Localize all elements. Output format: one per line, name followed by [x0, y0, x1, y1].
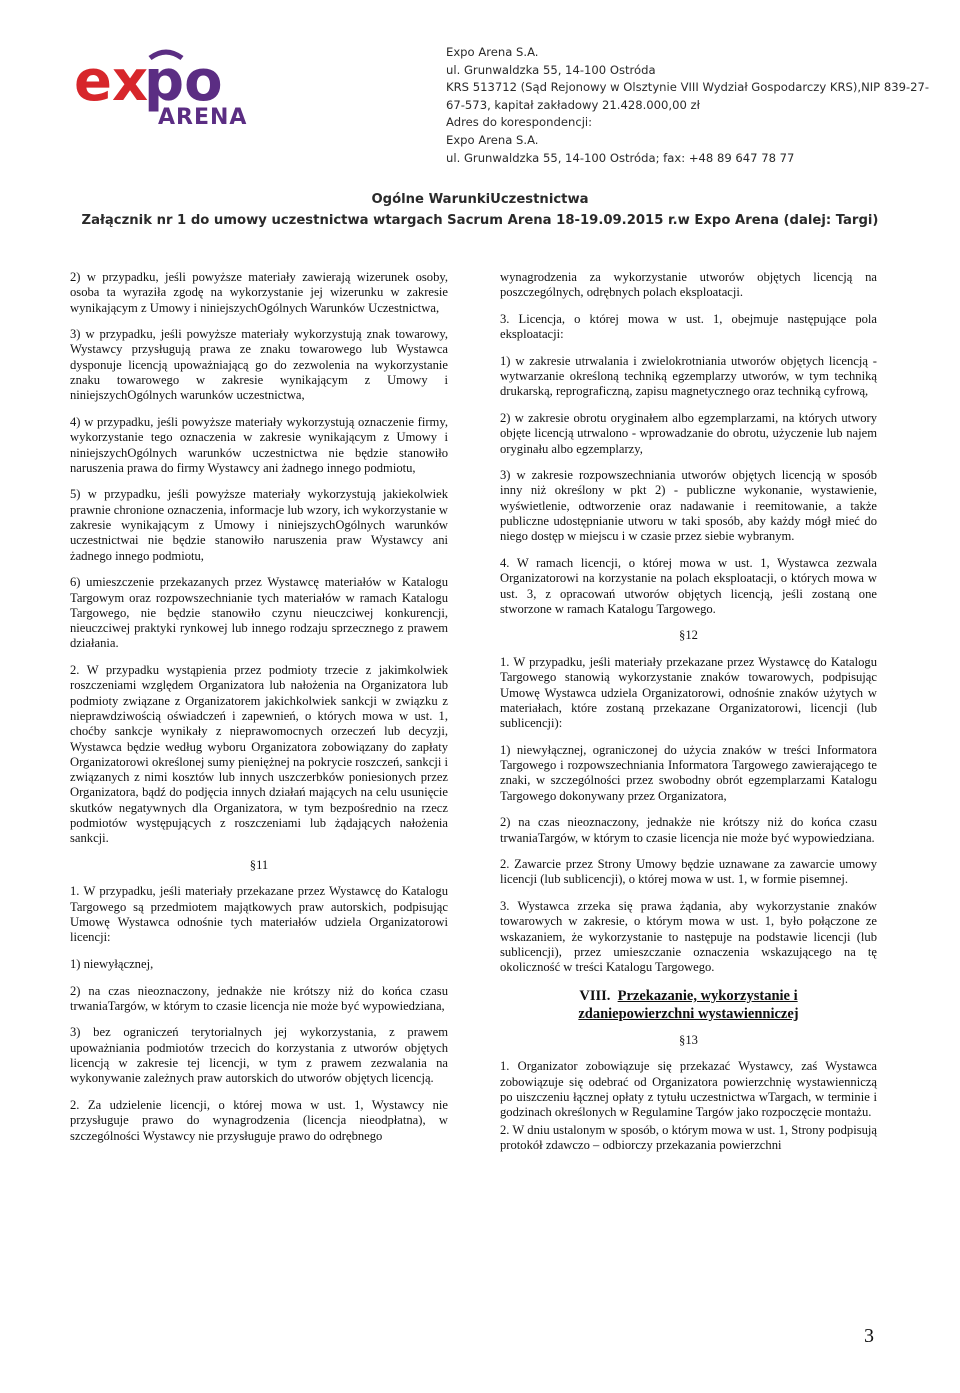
- paragraph: 1. W przypadku, jeśli materiały przekazane przez Wystawcę do Katalogu Targowego stanowią wykorzystanie znaków towarowych, podpisując Umowę Wystawca udziela Organizatorowi, odnośnie znaków użytych w materiałach, które zostaną przekazane Organizatorowi, licencji (lub sublicencji):: [500, 655, 877, 731]
- company-line: KRS 513712 (Sąd Rejonowy w Olsztynie VIII Wydział Gospodarczy KRS),NIP 839-27-: [446, 80, 930, 95]
- paragraph: 2) w zakresie obrotu oryginałem albo egzemplarzami, na których utwory objęte licencją utrwalono - wprowadzanie do obrotu, użyczenie lub najem oryginału albo egzemplarzy,: [500, 410, 877, 456]
- document-title: Ogólne WarunkiUczestnictwa: [371, 192, 589, 207]
- company-line: 67-573, kapitał zakładowy 21.428.000,00 zł: [446, 97, 700, 112]
- paragraph: 6) umieszczenie przekazanych przez Wystawcę materiałów w Katalogu Targowym oraz rozpowszechnianie tych materiałów w ramach Katalogu Targowego, nie będzie stanowiło czynu nieuczciwej konkurencji, nieuczciwej praktyki rynkowej lub innego rodzaju sprzecznego z prawem działania.: [70, 575, 448, 651]
- paragraph: 3) bez ograniczeń terytorialnych jej wykorzystania, z prawem upoważniania podmiotów trzecich do korzystania z utworów objętych licencją w zakresie tej licencji, w tym z prawem zezwalania na wykonywanie zależnych praw autorskich do utworów objętych licencją.: [70, 1025, 448, 1086]
- company-line: Adres do korespondencji:: [446, 115, 593, 130]
- document-subtitle: Załącznik nr 1 do umowy uczestnictwa wtargach Sacrum Arena 18-19.09.2015 r.w Expo Arena (dalej: Targi): [81, 213, 879, 228]
- paragraph: 1) w zakresie utrwalania i zwielokrotniania utworów objętych licencją - wytwarzanie określoną techniką egzemplarzy utworów, w tym techniką drukarską, reprograficzną, zapisu magnetycznego oraz techniką cyfrową,: [500, 353, 877, 399]
- company-line: ul. Grunwaldzka 55, 14-100 Ostróda; fax: +48 89 647 78 77: [446, 150, 795, 165]
- page-number: 3: [864, 1325, 874, 1347]
- expo-arena-logo: [70, 38, 270, 138]
- paragraph-symbol: §11: [249, 857, 269, 872]
- section-heading: [500, 987, 877, 1023]
- paragraph: wynagrodzenia za wykorzystanie utworów objętych licencją na poszczególnych, odrębnych polach eksploatacji.: [500, 270, 877, 300]
- paragraph: 1) niewyłącznej,: [70, 956, 154, 971]
- paragraph: 2) na czas nieoznaczony, jednakże nie krótszy niż do końca czasu trwaniaTargów, w którym to czasie licencja nie może być wypowiedziana,: [70, 983, 448, 1013]
- section-title-line1: Przekazanie, wykorzystanie i: [617, 987, 798, 1004]
- right-column: [500, 270, 877, 1165]
- paragraph: 1. W przypadku, jeśli materiały przekazane przez Wystawcę do Katalogu Targowego są przedmiotem majątkowych praw autorskich, podpisując Umowę Wystawca odnośnie tych materiałów udziela Organizatorowi licencji:: [70, 884, 448, 945]
- paragraph: 3. Wystawca zrzeka się prawa żądania, aby wykorzystanie znaków towarowych w zakresie, o którym mowa w ust. 1, było połączone ze wskazaniem, że wykorzystanie to następuje na podstawie licencji (lub sublicencji), przez umieszczanie oznaczenia wskazującego na tę okoliczność w treści Katalogu Targowego.: [500, 899, 877, 975]
- paragraph: 3) w zakresie rozpowszechniania utworów objętych licencją w sposób inny niż określony w pkt 2) - publiczne wykonanie, wystawienie, wyświetlenie, odtworzenie oraz nadawanie i reemitowanie, a także publiczne udostępnianie utworu w taki sposób, aby każdy mógł mieć do niego dostęp w miejscu i w czasie przez siebie wybranym.: [500, 468, 877, 544]
- svg-text:ARENA: ARENA: [158, 105, 248, 130]
- paragraph: 2. W przypadku wystąpienia przez podmioty trzecie z jakimkolwiek roszczeniami względem Organizatora lub nałożenia na Organizatora lub podmioty związane z Organizatorem jakichkolwiek sankcji w związku z nieprawdziwością oświadczeń i zapewnień, o których mowa w ust. 1, choćby sankcje wynikały z nieprawomocnych orzeczeń lub decyzji, Wystawca będzie według wyboru Organizatora zobowiązany do zapłaty Organizatorowi określonej sumy pieniężnej na pokrycie roszczeń, sankcji i związanych z nimi kosztów lub innych uszczerbków poniesionych przez Organizatora, bądź do podjęcia innych działań mających na celu usunięcie skutków negatywnych dla Organizatora, w tym bezpośrednio na rzecz podmiotów występujących z roszczeniami lub żądających nałożenia sankcji.: [70, 663, 448, 846]
- company-line: Expo Arena S.A.: [446, 45, 539, 59]
- paragraph: 2. Za udzielenie licencji, o której mowa w ust. 1, Wystawcy nie przysługuje prawo do wynagrodzenia (licencja nieodpłatna), w szczególności Wystawcy nie przysługuje prawo do odrębnego: [70, 1097, 448, 1143]
- company-header: [446, 44, 936, 167]
- section-number: VIII.: [579, 987, 611, 1004]
- paragraph-symbol: §12: [679, 628, 698, 643]
- company-line: Expo Arena S.A.: [446, 132, 539, 147]
- paragraph: 3. Licencja, o której mowa w ust. 1, obejmuje następujące pola eksploatacji:: [500, 311, 877, 342]
- paragraph: 1. Organizator zobowiązuje się przekazać Wystawcy, zaś Wystawca zobowiązuje się odebrać od Organizatora powierzchnię wystawienniczą po uiszczeniu łącznej opłaty z tytułu uczestnictwa wTargach, w terminie i godzinach określonych w Regulamine Targów jako rozpoczęcie montażu.: [500, 1059, 877, 1120]
- section-title-line2: zdaniepowierzchni wystawienniczej: [578, 1005, 799, 1022]
- paragraph: 3) w przypadku, jeśli powyższe materiały wykorzystują znak towarowy, Wystawcy przysługują prawa ze znaku towarowego lub Wystawca dysponuje licencją upoważniającą go do zezwolenia na wykorzystanie znaku towarowego w zakresie wynikającym z Umowy i niniejszychOgólnych warunków uczestnictwa,: [70, 327, 448, 403]
- paragraph: 2) na czas nieoznaczony, jednakże nie krótszy niż do końca czasu trwaniaTargów, w którym to czasie licencja nie może być wypowiedziana.: [500, 815, 877, 845]
- paragraph: 1) niewyłącznej, ograniczonej do użycia znaków w treści Informatora Targowego i rozpowszechniania Informatora Targowego zawierającego te znaki, w szczególności przez swobodny obrót egzemplarzami Katalogu Targowego dokonywany przez Organizatora,: [500, 742, 877, 803]
- left-column: [70, 270, 448, 1155]
- paragraph: 2. W dniu ustalonym w sposób, o którym mowa w ust. 1, Strony podpisują protokół zdawczo – odbiorczy przekazania powierzchni: [500, 1122, 877, 1152]
- paragraph: 5) w przypadku, jeśli powyższe materiały wykorzystują jakiekolwiek prawnie chronione oznaczenia, informacje lub wzory, ich wykorzystanie w zakresie wynikającym z Umowy i niniejszychOgólnych warunków uczestnictwai nie będzie stanowiło naruszenia praw Wystawcy ani żadnego innego podmiotu,: [70, 487, 448, 563]
- paragraph: 4) w przypadku, jeśli powyższe materiały wykorzystują oznaczenie firmy, wykorzystanie tego oznaczenia w zakresie wynikającym z Umowy i niniejszychOgólnych warunków uczestnictwa nie będzie stanowiło naruszenia prawa do firmy Wystawcy ani żadnego innego podmiotu,: [70, 414, 448, 475]
- svg-text:ex: ex: [74, 49, 149, 114]
- document-titles: [0, 189, 960, 231]
- paragraph: 4. W ramach licencji, o której mowa w ust. 1, Wystawca zezwala Organizatorowi na korzystanie na polach eksploatacji, o których mowa w ust. 3, z opracowań utworów objętych licencją, jeśli zostaną one stworzone w ramach Katalogu Targowego.: [500, 555, 877, 616]
- paragraph: 2) w przypadku, jeśli powyższe materiały zawierają wizerunek osoby, osoba ta wyraziła zgodę na wykorzystanie jej wizerunku w zakresie wynikającym z Umowy i niniejszychOgólnych Warunków Uczestnictwa,: [70, 270, 448, 315]
- paragraph-symbol: §13: [679, 1032, 698, 1047]
- svg-text:po: po: [144, 49, 223, 114]
- paragraph: 2. Zawarcie przez Strony Umowy będzie uznawane za zawarcie umowy licencji (lub sublicencji), o której mowa w ust. 1, w formie pisemnej.: [500, 857, 877, 887]
- company-line: ul. Grunwaldzka 55, 14-100 Ostróda: [446, 62, 656, 77]
